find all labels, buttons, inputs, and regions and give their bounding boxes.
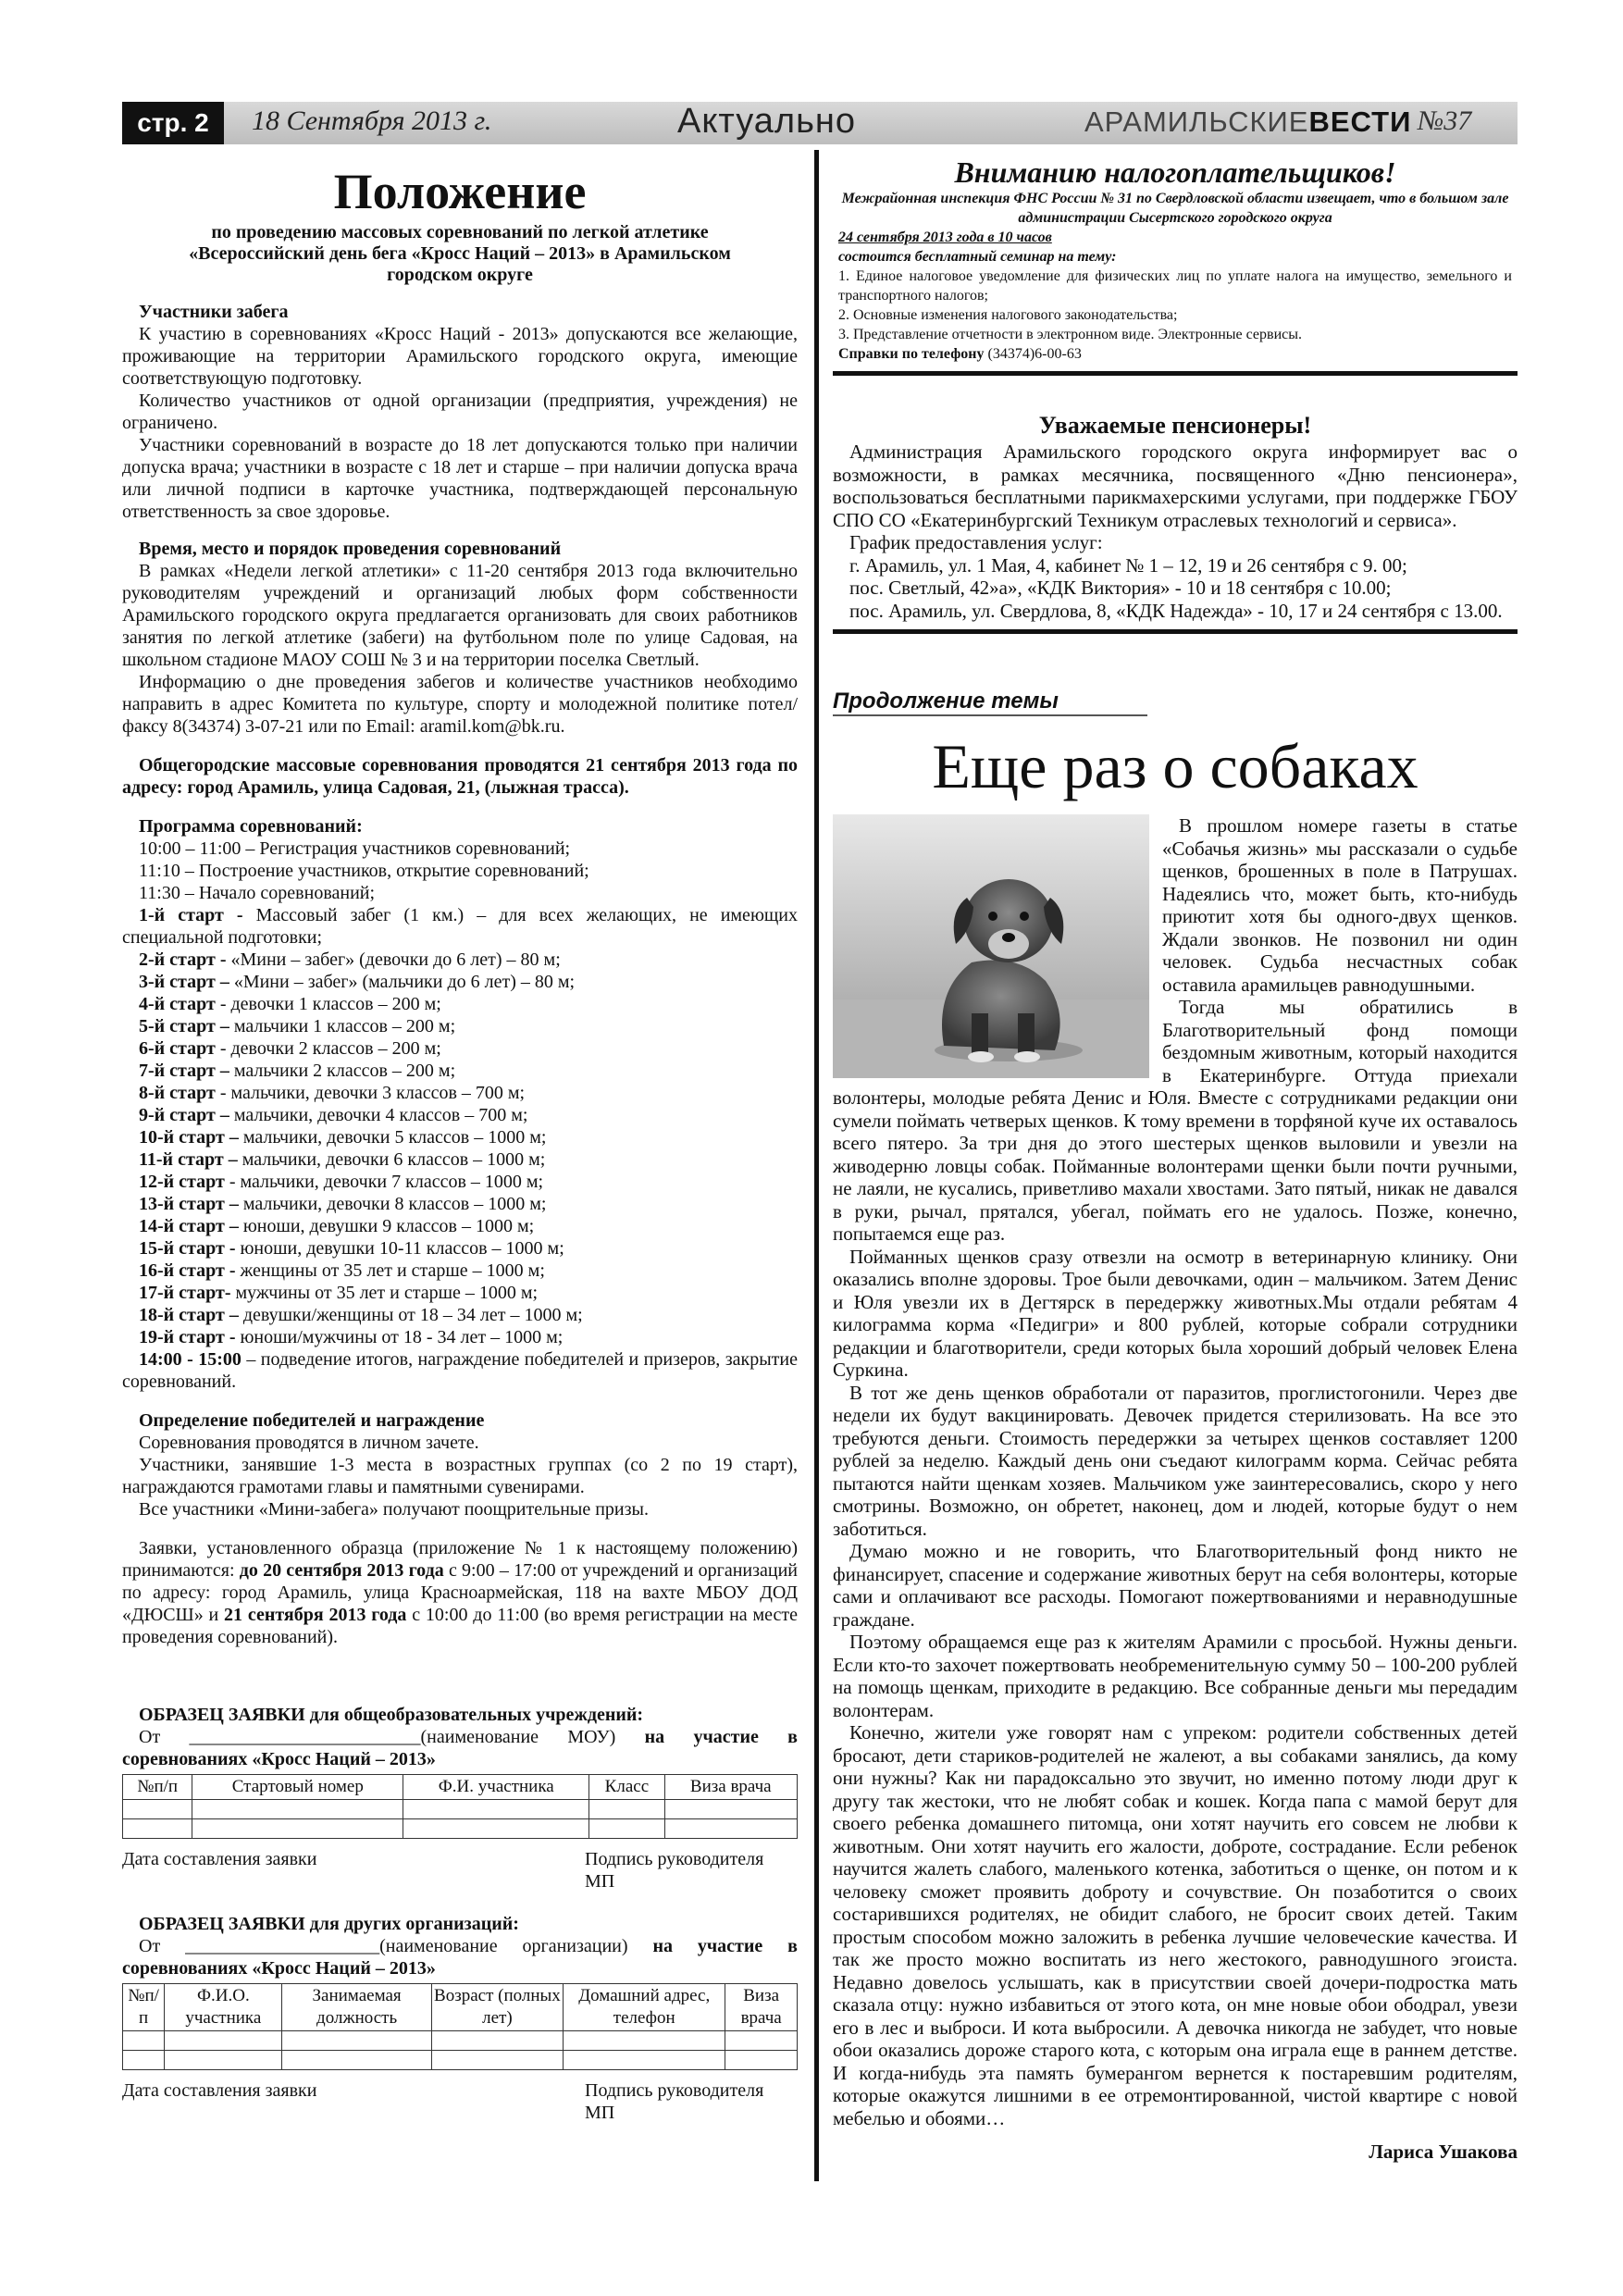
start-label: 16-й старт - xyxy=(139,1260,236,1281)
table-header-cell: Виза врача xyxy=(725,1984,798,2031)
sig-head-block xyxy=(585,1848,798,1893)
form2-from-line xyxy=(122,1935,798,1980)
newspaper-logo xyxy=(1084,105,1411,139)
table-header-cell: Возраст (полных лет) xyxy=(431,1984,563,2031)
start-desc: мальчики, девочки 5 классов – 1000 м; xyxy=(238,1127,547,1148)
tax-body xyxy=(833,189,1518,364)
logo-right: ВЕСТИ xyxy=(1308,105,1412,138)
start-item xyxy=(122,1104,798,1126)
paragraph: Участники соревнований в возрасте до 18 лет допускаются только при наличии допуска врача; участники в возрасте с 18 лет и старше – при наличии допуска врача или личной подписи в карточке участника, подтверждающей персональную ответственность за свое здоровье. xyxy=(122,435,798,522)
paragraph: Пойманных щенков сразу отвезли на осмотр в ветеринарную клинику. Они оказались вполне здоровы. Трое были девочками, один – мальчиком. Затем Денис и Юля увезли их в Дегтярск в передержку животных.Мы отдали ребятам 4 килограмма корма «Педигри» и 800 рублей, которые собрали сотрудники редакции и благотворители, среди которых была хороший добрый человек Елена Суркина. xyxy=(833,1245,1518,1381)
tax-item: 1. Единое налоговое уведомление для физических лиц по уплате налога на имущество, земельного и транспортного налогов; xyxy=(838,268,1512,304)
start-label: 12-й старт xyxy=(139,1172,225,1192)
start-label: 6-й старт xyxy=(139,1038,216,1059)
form2-signature xyxy=(122,2079,798,2124)
start-item xyxy=(122,1060,798,1082)
column-divider xyxy=(814,150,819,2181)
start-label: 15-й старт - xyxy=(139,1238,236,1259)
form1-from-line xyxy=(122,1726,798,1770)
table-header-cell: Домашний адрес, телефон xyxy=(564,1984,725,2031)
paragraph: Администрация Арамильского городского округа информирует вас о возможности, в рамках месячника, посвященного «Дню пенсионера», воспользоваться бесплатными парикмахерскими услугами, при поддержке ГБОУ СПО СО «Екатеринбургский Техникум отраслевых технологий и сервиса». xyxy=(833,441,1518,531)
tax-item: 3. Представление отчетности в электронном виде. Электронные сервисы. xyxy=(838,327,1302,342)
sig-date-label: Дата составления заявки xyxy=(122,2080,317,2101)
start-desc: - мальчики, девочки 7 классов – 1000 м; xyxy=(224,1172,544,1192)
start-item xyxy=(122,949,798,971)
start-desc: мальчики, девочки 8 классов – 1000 м; xyxy=(238,1194,547,1214)
start-desc: Массовый забег (1 км.) – для всех желающих, не имеющих специальной подготовки; xyxy=(122,905,798,948)
start-item xyxy=(122,993,798,1015)
stamp-label: МП xyxy=(585,1871,615,1892)
page-header xyxy=(122,102,1518,144)
applications-paragraph xyxy=(122,1537,798,1648)
table-header-cell: Класс xyxy=(589,1775,664,1800)
table-header-cell: Ф.И.О. участника xyxy=(165,1984,282,2031)
start-item xyxy=(122,1082,798,1104)
table-row xyxy=(123,1819,798,1839)
start-item xyxy=(122,1193,798,1215)
table-header-cell: Стартовый номер xyxy=(192,1775,403,1800)
puppy-photo xyxy=(833,814,1149,1078)
start-desc: - мальчики, девочки 3 классов – 700 м; xyxy=(215,1083,526,1103)
start-item xyxy=(122,1126,798,1148)
start-label: 14-й старт – xyxy=(139,1216,239,1236)
paragraph: г. Арамиль, ул. 1 Мая, 4, кабинет № 1 – 12, 19 и 26 сентября с 9. 00; xyxy=(849,553,1407,577)
tax-phone xyxy=(838,344,1512,364)
program-line: 11:10 – Построение участников, открытие соревнований; xyxy=(139,861,589,881)
text-run: на участие в соревнованиях «Кросс Наций – 2013» xyxy=(122,1727,798,1769)
start-label: 18-й старт – xyxy=(139,1305,239,1325)
paragraph: Количество участников от одной организации (предприятия, учреждения) не ограничено. xyxy=(122,391,798,433)
start-item xyxy=(122,1260,798,1282)
start-label: 11-й старт – xyxy=(139,1149,238,1170)
table-header-cell: Ф.И. участника xyxy=(403,1775,589,1800)
paragraph: Конечно, жители уже говорят нам с упреком: родители собственных детей бросают, дети стариков-родителей не жалеют, а вы собаками занялись, да кому они нужны? Как ни парадоксально это звучит, но именно потому люди друг к другу так жестоки, что не любят собак и кошек. Когда папа с мамой берут для своего ребенка домашнего питомца, они хотят научить его совсем не любви к животным. Они хотят научить его жалости, доброте, сострадание. Если ребенок научится жалеть слабого, маленького котенка, заботиться о щенке, он потом и к человеку сможет проявить доброту и сочувствие. Он позаботится о своих состарившихся родителях, не обидит слабого, не бросит своих детей. Таким простым способом можно заложить в ребенка лучшие человеческие качества. И так же просто можно воспитать из него жестокого, равнодушного эгоиста. Недавно довелось услышать, как в присутствии своей дочери-подростка мать сказала отцу: нужно избавиться от этого кота, он мне новые обои ободрал, увези его в лес и выброси. И кота выбросили. А девочка никогда не забудет, что новые обои оказались дороже старого кота, с которым она играла еще в раннем детстве. И когда-нибудь эта память бумерангом вернется к постаревшим родителям, которые окажутся лишними в ее отремонтированной, чистой квартире с новой мебелью и обоями… xyxy=(833,1721,1518,2129)
start-desc: - девочки 2 классов – 200 м; xyxy=(215,1038,441,1059)
start-desc: – подведение итогов, награждение победителей и призеров, закрытие соревнований. xyxy=(122,1349,799,1392)
start-desc: мальчики, девочки 4 классов – 700 м; xyxy=(229,1105,528,1125)
text-run: с 9:00 – 17:00 от учреждений и организаций по адресу: город Арамиль, улица Красноармейская, 118 на вахте МБОУ ДОД «ДЮСШ» и xyxy=(122,1560,798,1625)
start-item xyxy=(122,1015,798,1037)
dogs-article-title: Еще раз о собаках xyxy=(932,731,1419,801)
start-label: 4-й старт xyxy=(139,994,216,1014)
start-item xyxy=(122,1215,798,1237)
start-item xyxy=(122,971,798,993)
table-header-cell: Виза врача xyxy=(664,1775,797,1800)
table-row xyxy=(123,2031,798,2051)
program-list xyxy=(122,838,798,904)
text-run: (34374)6-00-63 xyxy=(984,346,1082,362)
paragraph: Все участники «Мини-забега» получают поощрительные призы. xyxy=(139,1499,649,1520)
start-desc: юноши/мужчины от 18 - 34 лет – 1000 м; xyxy=(235,1327,564,1347)
table-header-cell: №п/п xyxy=(123,1775,192,1800)
start-label: 9-й старт – xyxy=(139,1105,229,1125)
paragraph: В тот же день щенков обработали от паразитов, проглистогонили. Через две недели их будут вакцинировать. Девочек придется стерилизовать. На все это требуются деньги. Стоимость передержки за четырех щенков составляет 1200 рублей за неделю. Каждый день они съедают килограмм корма. Сейчас ребята пытаются найти щенкам хозяев. Мальчиком уже заинтересовались, скоро у него смотрины. Возможно, он обретет, наконец, дом и людей, которые будут о нем заботиться. xyxy=(833,1381,1518,1540)
start-desc: «Мини – забег» (мальчики до 6 лет) – 80 м; xyxy=(229,972,576,992)
start-item xyxy=(122,1348,798,1393)
paragraph: пос. Арамиль, ул. Свердлова, 8, «КДК Надежда» - 10, 17 и 24 сентября с 13.00. xyxy=(849,599,1503,622)
table-header-cell: Занимаемая должность xyxy=(282,1984,431,2031)
table-row xyxy=(123,2051,798,2070)
paragraph: Участники, занявшие 1-3 места в возрастных группах (со 2 по 19 старт), награждаются грамотами главы и памятными сувенирами. xyxy=(122,1455,798,1497)
start-label: 13-й старт – xyxy=(139,1194,239,1214)
start-desc: мужчины от 35 лет и старше – 1000 м; xyxy=(230,1283,539,1303)
paragraph: пос. Светлый, 42»а», «КДК Виктория» - 10 и 18 сентября с 10.00; xyxy=(849,577,1392,599)
deadline-2: 21 сентября 2013 года xyxy=(224,1605,407,1625)
paragraph: В рамках «Недели легкой атлетики» с 11-20 сентября 2013 года включительно руководителям учреждений и организаций любых форм собственности Арамильского городского округа предлагается организовать для своих работников занятия по легкой атлетике (забеги) на футбольном поле по улице Садовая, на школьном стадионе МАОУ СОШ № 3 и на территории поселка Светлый. xyxy=(122,561,798,670)
pensioners-notice xyxy=(833,411,1518,634)
form1-table xyxy=(122,1774,798,1839)
start-desc: женщины от 35 лет и старше – 1000 м; xyxy=(235,1260,545,1281)
regulation-subtitle: по проведению массовых соревнований по легкой атлетике «Всероссийский день бега «Кросс Наций – 2013» в Арамильском городском округе xyxy=(189,222,731,285)
start-label: 10-й старт – xyxy=(139,1127,239,1148)
start-item xyxy=(122,1282,798,1304)
start-item xyxy=(122,1171,798,1193)
tax-notice xyxy=(833,155,1518,376)
dogs-article xyxy=(833,814,1518,2164)
tax-title: Вниманию налогоплательщиков! xyxy=(954,155,1396,189)
table-row xyxy=(123,1800,798,1819)
puppy-photo-image xyxy=(833,814,1149,1078)
text-run: с 10:00 до 11:00 (во время регистрации на месте проведения соревнований). xyxy=(122,1605,798,1647)
start-label: 3-й старт – xyxy=(139,972,229,992)
start-item xyxy=(122,1326,798,1348)
start-desc: мальчики 1 классов – 200 м; xyxy=(229,1016,456,1036)
start-label: 8-й старт xyxy=(139,1083,216,1103)
start-desc: мальчики, девочки 6 классов – 1000 м; xyxy=(237,1149,546,1170)
start-item xyxy=(122,1304,798,1326)
program-line: 11:30 – Начало соревнований; xyxy=(139,883,376,903)
regulation-article xyxy=(122,157,798,2124)
paragraph: Информацию о дне проведения забегов и количестве участников необходимо направить в адрес Комитета по культуре, спорту и молодежной политике потел/факсу 8(34374) 3-07-21 или по Email: aramil.kom@bk.ru. xyxy=(122,672,798,737)
pensioners-title: Уважаемые пенсионеры! xyxy=(1038,412,1312,439)
text-run: на участие в соревнованиях «Кросс Наций – 2013» xyxy=(122,1936,798,1979)
start-desc: девушки/женщины от 18 – 34 лет – 1000 м; xyxy=(238,1305,583,1325)
tax-line: Межрайонная инспекция ФНС России № 31 по Свердловской области извещает, что в большом зале администрации Сысертского городского округа xyxy=(841,191,1509,226)
page-number: стр. 2 xyxy=(122,102,224,144)
paragraph: Соревнования проводятся в личном зачете. xyxy=(139,1433,479,1453)
paragraph: Поэтому обращаемся еще раз к жителям Арамили с просьбой. Нужны деньги. Если кто-то захочет пожертвовать необременительную сумму 50 – 100-200 рублей на помощь щенкам, приходите в редакцию. Все собранные деньги мы передадим волонтерам. xyxy=(833,1631,1518,1721)
start-desc: мальчики 2 классов – 200 м; xyxy=(229,1061,456,1081)
start-label: 17-й старт- xyxy=(139,1283,231,1303)
logo-left: АРАМИЛЬСКИЕ xyxy=(1084,105,1309,138)
start-item xyxy=(122,1037,798,1060)
tax-datetime: 24 сентября 2013 года в 10 часов xyxy=(838,230,1052,245)
start-label: 2-й старт - xyxy=(139,949,227,970)
regulation-title: Положение xyxy=(333,164,587,219)
form1-signature xyxy=(122,1848,798,1893)
sig-date-label: Дата составления заявки xyxy=(122,1849,317,1869)
program-line: 10:00 – 11:00 – Регистрация участников соревнований; xyxy=(139,838,571,859)
program-heading: Программа соревнований: xyxy=(139,816,363,837)
start-label: 5-й старт – xyxy=(139,1016,229,1036)
section-time-heading: Время, место и порядок проведения соревнований xyxy=(139,539,562,559)
start-item xyxy=(122,904,798,949)
start-label: 7-й старт – xyxy=(139,1061,229,1081)
starts-list xyxy=(122,904,798,1393)
deadline-1: до 20 сентября 2013 года xyxy=(239,1560,444,1581)
start-desc: «Мини – забег» (девочки до 6 лет) – 80 м; xyxy=(226,949,561,970)
start-label: 14:00 - 15:00 xyxy=(139,1349,242,1370)
issue-date: 18 Сентября 2013 г. xyxy=(252,105,492,136)
stamp-label: МП xyxy=(585,2103,615,2123)
city-competition-notice: Общегородские массовые соревнования проводятся 21 сентября 2013 года по адресу: город Арамиль, улица Садовая, 21, (лыжная трасса). xyxy=(122,755,798,798)
paragraph: К участию в соревнованиях «Кросс Наций - 2013» допускаются все желающие, проживающие на территории Арамильского городского округа, имеющие соответствующую подготовку. xyxy=(122,324,798,389)
start-desc: - девочки 1 классов – 200 м; xyxy=(215,994,441,1014)
paragraph: График предоставления услуг: xyxy=(849,531,1103,553)
table-header-cell: №п/п xyxy=(123,1984,165,2031)
sig-head-label: Подпись руководителя xyxy=(585,1849,764,1869)
text-run: Заявки, установленного образца (приложение № 1 к настоящему положению) принимаются: xyxy=(122,1538,798,1581)
tax-line: состоится бесплатный семинар на тему: xyxy=(838,249,1117,265)
start-item xyxy=(122,1148,798,1171)
section-participants-heading: Участники забега xyxy=(139,302,289,322)
article-author: Лариса Ушакова xyxy=(1369,2141,1518,2163)
start-desc: юноши, девушки 9 классов – 1000 м; xyxy=(238,1216,535,1236)
sig-head-block xyxy=(585,2079,798,2124)
start-label: 19-й старт - xyxy=(139,1327,236,1347)
form2-heading: ОБРАЗЕЦ ЗАЯВКИ для других организаций: xyxy=(139,1914,519,1934)
section-rubric: Актуально xyxy=(677,102,857,141)
text-run: Справки по телефону xyxy=(838,346,985,362)
paragraph: Думаю можно и не говорить, что Благотворительный фонд никто не финансирует, спасение и содержание животных берут на себя волонтеры, которые сами и оплачивают все расходы. Помогают пожертвованиями и неравнодушные граждане. xyxy=(833,1540,1518,1631)
sig-head-label: Подпись руководителя xyxy=(585,2080,764,2101)
start-desc: юноши, девушки 10-11 классов – 1000 м; xyxy=(235,1238,564,1259)
issue-number: №37 xyxy=(1418,105,1472,136)
start-label: 1-й старт - xyxy=(139,905,243,925)
tax-item: 2. Основные изменения налогового законодательства; xyxy=(838,307,1178,323)
form1-heading: ОБРАЗЕЦ ЗАЯВКИ для общеобразовательных учреждений: xyxy=(139,1705,644,1725)
text-run: От _____________________(наименование организации) xyxy=(139,1936,653,1956)
start-item xyxy=(122,1237,798,1260)
paragraph: В прошлом номере газеты в статье «Собачья жизнь» мы рассказали о судьбе щенков, брошенных в поле в Патрушах. Надеялись что, может быть, кто-нибудь приютит хотя бы одного-двух щенков. Ждали звонков. Не позвонил ни один человек. Судьба несчастных собак оставила арамильцев равнодушными. xyxy=(1162,814,1518,996)
text-run: От _________________________(наименование МОУ) xyxy=(139,1727,645,1747)
form2-table xyxy=(122,1983,798,2070)
section-winners-heading: Определение победителей и награждение xyxy=(139,1410,485,1431)
paragraph: Тогда мы обратились в Благотворительный фонд помощи бездомным животным, который находится в Екатеринбурге. Оттуда приехали волонтеры, молодые ребята Денис и Юля. Вместе с сотрудниками редакции они сумели поймать четверых щенков. К тому времени в торфяной куче их оставалось всего пятеро. За три дня до этого шестерых щенков выловили и увезли на живодерню ловцы собак. Пойманные волонтерами щенки были почти ручными, не лаяли, не кусались, приветливо махали хвостами. Зато пятый, никак не давался в руки, рычал, прятался, убегал, поймать его не удалось. Позже, конечно, попытаемся еще раз. xyxy=(833,996,1518,1245)
continuation-rubric: Продолжение темы xyxy=(833,689,1147,716)
